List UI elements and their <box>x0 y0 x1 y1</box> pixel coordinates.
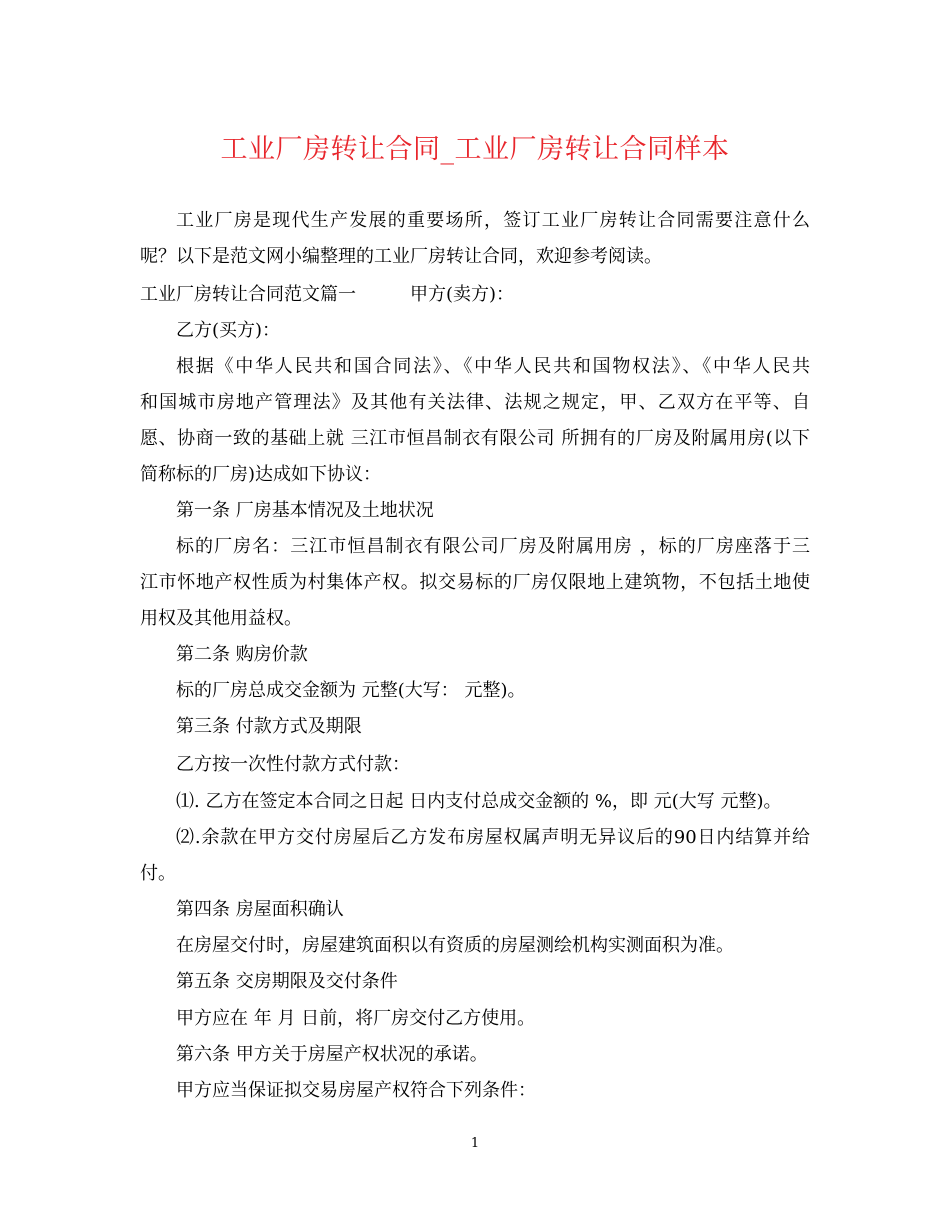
article-heading: 第四条 房屋面积确认 <box>176 899 344 920</box>
party-b-label: 乙方(买方)： <box>176 320 281 341</box>
article-heading: 第五条 交房期限及交付条件 <box>176 971 398 992</box>
paragraph-line: 和国城市房地产管理法》及其他有关法律、法规之规定，甲、乙双方在平等、自 <box>140 392 810 413</box>
paragraph-line: 标的厂房名：三江市恒昌制衣有限公司厂房及附属用房 ，标的厂房座落于三 <box>176 536 810 557</box>
article-heading: 第六条 甲方关于房屋产权状况的承诺。 <box>176 1044 488 1065</box>
paragraph-line: 呢？以下是范文网小编整理的工业厂房转让合同，欢迎参考阅读。 <box>140 246 662 267</box>
article-heading: 第一条 厂房基本情况及土地状况 <box>176 500 434 521</box>
party-a-label: 甲方(卖方)： <box>410 284 515 305</box>
paragraph-line: 付。 <box>140 863 176 884</box>
paragraph-line: 江市怀地产权性质为村集体产权。拟交易标的厂房仅限地上建筑物，不包括土地使 <box>140 572 810 593</box>
paragraph-line: 乙方按一次性付款方式付款： <box>176 754 410 775</box>
paragraph-line: 标的厂房总成交金额为 元整(大写： 元整)。 <box>176 680 526 701</box>
article-heading: 第二条 购房价款 <box>176 644 308 665</box>
paragraph-line: ⑴. 乙方在签定本合同之日起 日内支付总成交金额的 %，即 元(大写 元整)。 <box>176 791 782 812</box>
paragraph-line: 在房屋交付时，房屋建筑面积以有资质的房屋测绘机构实测面积为准。 <box>176 935 734 956</box>
paragraph-line: 工业厂房是现代生产发展的重要场所，签订工业厂房转让合同需要注意什么 <box>176 210 810 231</box>
section-heading-line <box>140 283 514 307</box>
paragraph-line: 用权及其他用益权。 <box>140 608 302 629</box>
paragraph-line: ⑵.余款在甲方交付房屋后乙方发布房屋权属声明无异议后的90日内结算并给 <box>176 827 810 848</box>
document-title: 工业厂房转让合同_工业厂房转让合同样本 <box>220 134 730 165</box>
paragraph-line: 愿、协商一致的基础上就 三江市恒昌制衣有限公司 所拥有的厂房及附属用房(以下 <box>140 428 810 449</box>
paragraph-line: 甲方应在 年 月 日前，将厂房交付乙方使用。 <box>176 1008 536 1029</box>
sample-heading: 工业厂房转让合同范文篇一 <box>140 284 356 305</box>
paragraph-line: 简称标的厂房)达成如下协议： <box>140 464 382 485</box>
paragraph-line: 根据《中华人民共和国合同法》、《中华人民共和国物权法》、《中华人民共 <box>176 356 810 377</box>
page-number: 1 <box>470 1136 480 1151</box>
paragraph-line: 甲方应当保证拟交易房屋产权符合下列条件： <box>176 1080 536 1101</box>
article-heading: 第三条 付款方式及期限 <box>176 716 362 737</box>
